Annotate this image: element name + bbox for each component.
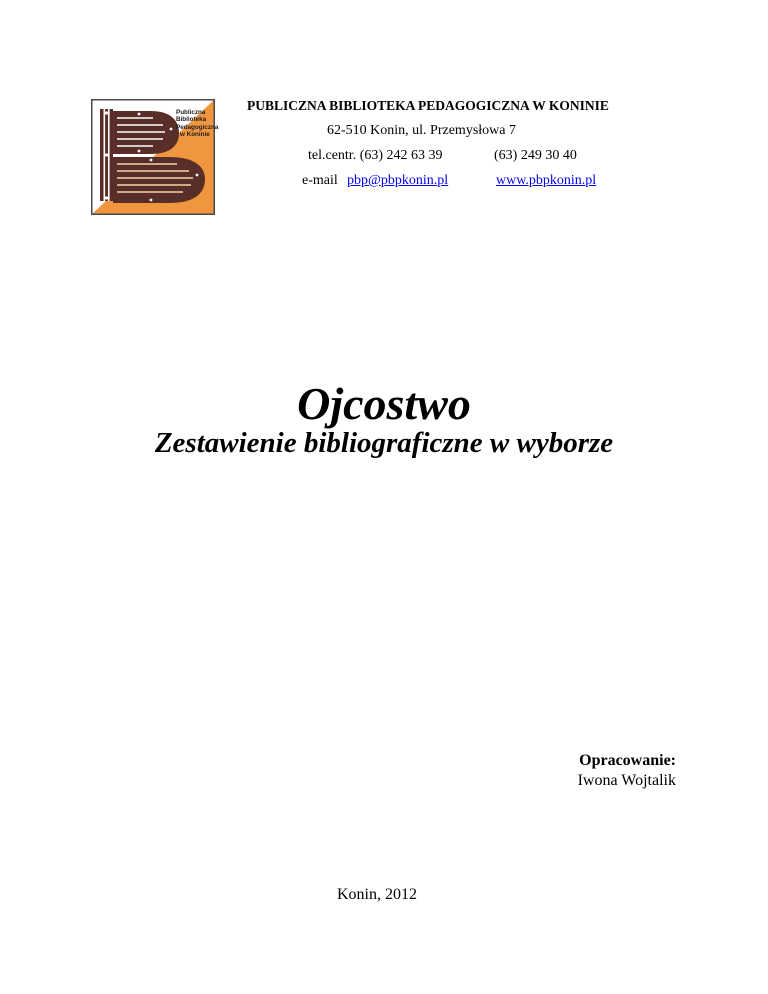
credits-block: [578, 751, 676, 791]
email-link[interactable]: pbp@pbpkonin.pl: [347, 173, 449, 188]
logo-text-line: w Koninie: [180, 130, 210, 138]
document-subtitle: Zestawienie bibliograficzne w wyborze: [154, 427, 614, 459]
logo-text-line: Publiczna: [176, 109, 206, 116]
credits-label: Opracowanie:: [579, 752, 676, 769]
logo-text: [176, 109, 218, 138]
organization-address: 62-510 Konin, ul. Przemysłowa 7: [327, 123, 516, 138]
library-logo: [91, 99, 219, 215]
place-year: Konin, 2012: [337, 886, 417, 903]
phone-central: tel.centr. (63) 242 63 39: [308, 148, 443, 163]
website-link[interactable]: www.pbpkonin.pl: [496, 173, 597, 188]
document-title: Ojcostwo: [297, 378, 471, 429]
email-label: e-mail: [302, 173, 338, 188]
logo-text-line: Biblioteka: [176, 116, 207, 124]
organization-name: PUBLICZNA BIBLIOTEKA PEDAGOGICZNA W KONINIE: [247, 98, 609, 113]
author-name: Iwona Wojtalik: [577, 772, 676, 789]
logo-text-line: Pedagogiczna: [176, 123, 219, 131]
phone-second: (63) 249 30 40: [494, 148, 577, 163]
